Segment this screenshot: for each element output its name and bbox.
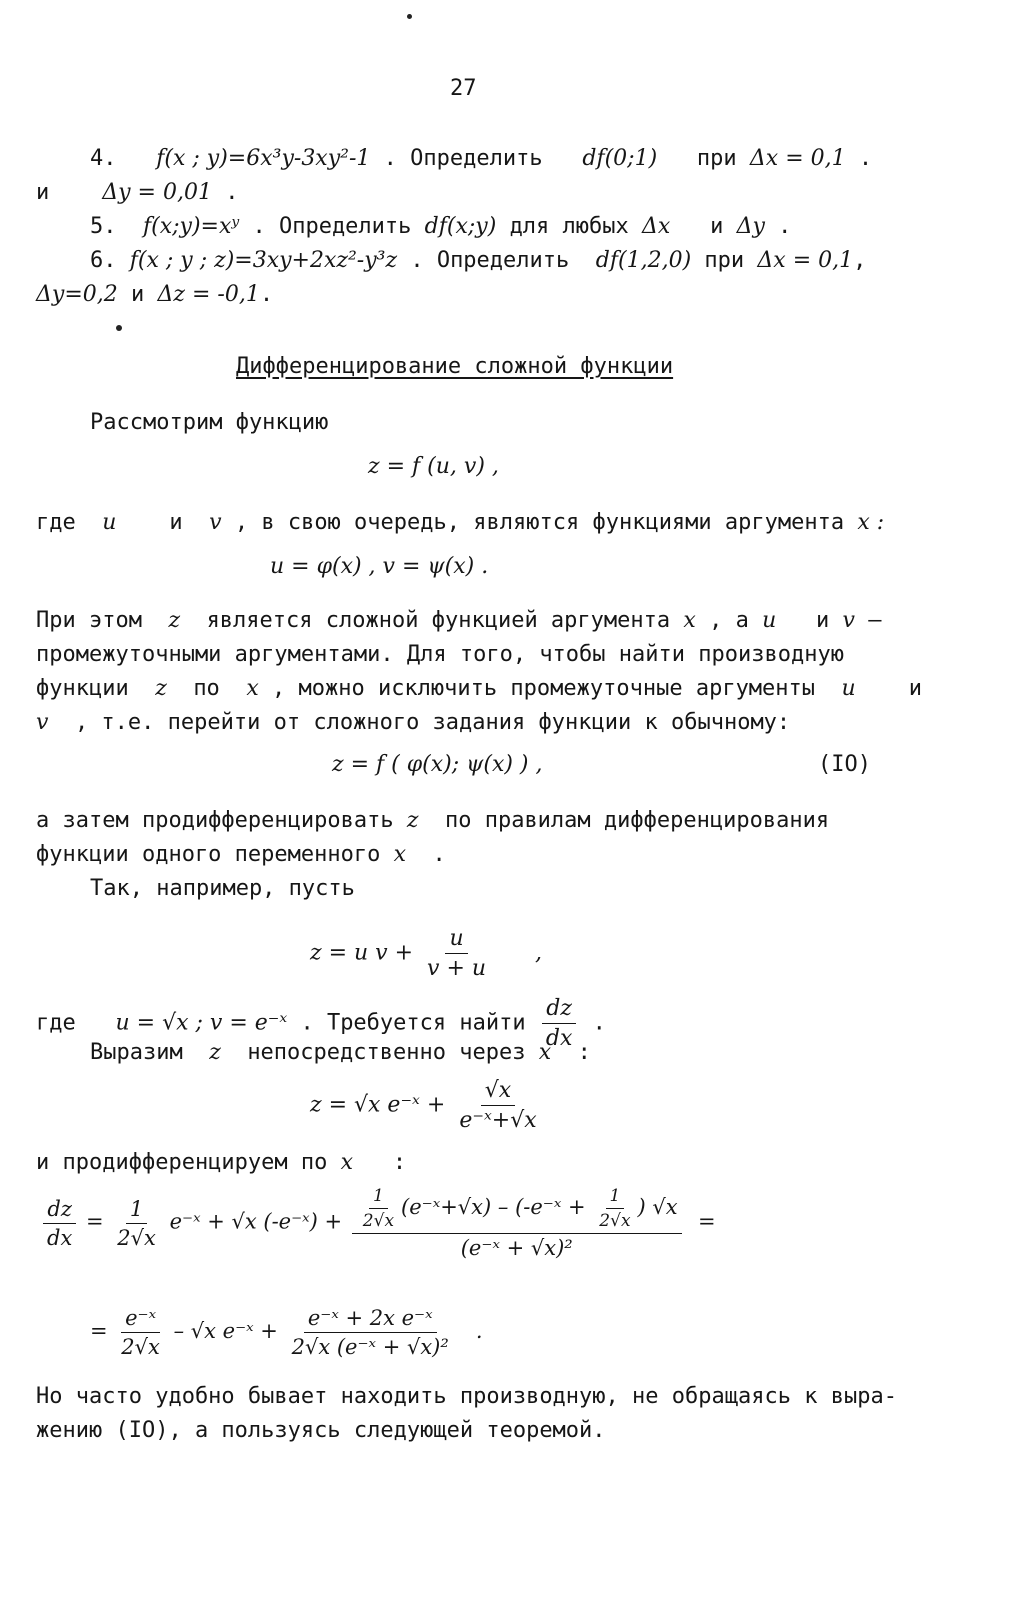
exercise-4-formula: f(x ; y)=6x³y-3xy²-1 <box>156 146 371 171</box>
exercise-6-line-2: Δy=0,2 и Δz = -0,1. <box>36 282 274 307</box>
exercise-5-rest: для любых <box>509 214 629 239</box>
numerator: e⁻ˣ + 2x e⁻ˣ <box>304 1306 437 1333</box>
text-where: где <box>36 510 76 535</box>
denominator: v + u <box>427 956 487 981</box>
text: . Требуется найти <box>300 1010 526 1036</box>
text: и <box>816 608 830 633</box>
formula-10-number: (IO) <box>818 752 871 777</box>
speck <box>407 14 412 19</box>
var-v: v <box>209 510 222 535</box>
formula-derivative <box>40 1186 716 1260</box>
fraction <box>113 1197 160 1250</box>
denominator: 2√x (e⁻ˣ + √x)² <box>291 1335 449 1359</box>
exercise-5-and: и <box>710 214 724 239</box>
paragraph-composite-line-2: промежуточными аргументами. Для того, чтобы найти производную <box>36 642 844 667</box>
numerator <box>352 1186 682 1234</box>
formula-part: (e⁻ˣ+√x) – (-e⁻ˣ + <box>401 1195 586 1219</box>
var-x: x <box>538 1040 552 1065</box>
exercise-5-dy: Δy <box>736 214 765 239</box>
text-functions-of: , в свою очередь, являются функциями аргумента <box>234 510 845 535</box>
var-u: u <box>841 676 856 701</box>
var-u: u <box>102 510 117 535</box>
var-z: z <box>209 1040 221 1065</box>
text: непосредственно через <box>247 1040 526 1065</box>
denominator: 2√x <box>121 1335 160 1359</box>
paragraph-theorem-line-1: Но часто удобно бывает находить производную, не обращаясь к выра- <box>36 1384 897 1409</box>
text: и <box>908 676 922 701</box>
speck <box>116 325 122 331</box>
paragraph-composite-line-1 <box>36 608 881 633</box>
text: где <box>36 1010 76 1036</box>
denominator: dx <box>47 1225 73 1250</box>
text: : <box>577 1040 591 1065</box>
var-z: z <box>168 608 181 633</box>
text: , а <box>709 608 749 633</box>
numerator: e⁻ˣ <box>121 1306 160 1333</box>
fraction-small <box>359 1186 398 1231</box>
fraction-dz-dx <box>43 1197 76 1250</box>
formula-part: z = √x e⁻ˣ + <box>310 1092 446 1118</box>
formula-u-v-of-x: u = φ(x) , v = ψ(x) . <box>270 554 489 579</box>
text: по <box>193 676 220 701</box>
text-and: и <box>169 510 183 535</box>
text: а затем продифференцировать <box>36 808 394 833</box>
var-x: x <box>393 842 407 867</box>
exercise-6-dy: Δy=0,2 <box>36 282 118 307</box>
fraction-small <box>595 1186 634 1231</box>
fraction <box>117 1306 164 1359</box>
fraction <box>455 1078 540 1133</box>
text: Выразим <box>90 1040 183 1065</box>
formula-part: ) √x <box>637 1195 678 1219</box>
dot: . <box>592 1010 606 1036</box>
paragraph-composite-line-4 <box>36 710 790 735</box>
comma: , <box>535 940 543 966</box>
numerator: 1 <box>606 1186 625 1209</box>
var-x: x <box>246 676 259 701</box>
text: по правилам дифференцирования <box>444 808 830 833</box>
paragraph-example: Так, например, пусть <box>90 876 355 901</box>
section-title: Дифференцирование сложной функции <box>236 354 674 379</box>
paragraph-then-line-2 <box>36 842 446 867</box>
exercise-6-line: 6. f(x ; y ; z)=3xy+2xz²-y³z . Определить df(1,2,0) при Δx = 0,1, <box>90 248 867 273</box>
exercise-4-line: 4. f(x ; y)=6x³y-3xy²-1 . Определить df(0;1) при Δx = 0,1 . <box>90 146 873 171</box>
formula-derivative-result <box>90 1306 483 1359</box>
numerator: dz <box>43 1197 76 1224</box>
text: функции одного переменного <box>36 842 381 867</box>
equals: = <box>85 1209 104 1234</box>
exercise-5-number: 5. <box>90 214 117 239</box>
denominator: 2√x <box>599 1211 631 1231</box>
var-x: x : <box>857 510 885 535</box>
exercise-4-dy: Δy = 0,01 <box>102 180 212 205</box>
formula-z-explicit <box>310 1078 544 1133</box>
exercise-5-dx: Δx <box>642 214 671 239</box>
paragraph-theorem-line-2: жению (IO), а пользуясь следующей теоремой. <box>36 1418 606 1443</box>
text: и продифференцируем по <box>36 1150 328 1175</box>
line-express-z <box>90 1040 591 1065</box>
exercise-6-formula: f(x ; y ; z)=3xy+2xz²-y³z <box>129 248 398 273</box>
formula-10: z = f ( φ(x); ψ(x) ) , <box>332 752 543 777</box>
text: , т.е. перейти от сложного задания функции к обычному: <box>74 710 791 735</box>
var-u: u <box>762 608 777 633</box>
formula-part: e⁻ˣ + √x (-e⁻ˣ) + <box>169 1209 343 1234</box>
text: . <box>432 842 446 867</box>
formula-part: z = u v + <box>310 940 414 966</box>
equals: = <box>90 1319 108 1343</box>
numerator: 1 <box>369 1186 388 1209</box>
exercise-6-target: df(1,2,0) <box>595 248 692 273</box>
numerator: √x <box>481 1078 515 1106</box>
exercise-6-text: . Определить <box>410 248 570 273</box>
var-x: x <box>340 1150 354 1175</box>
exercise-4-at: при <box>696 146 737 171</box>
denominator: 2√x <box>362 1211 395 1231</box>
equals: = <box>698 1209 716 1234</box>
var-z: z <box>406 808 419 833</box>
text: является сложной функцией аргумента <box>206 608 671 633</box>
exercise-4-text: . Определить <box>383 146 543 171</box>
numerator: dz <box>542 996 576 1024</box>
line-differentiate <box>36 1150 406 1175</box>
exercise-4-line-2: и Δy = 0,01 . <box>36 180 239 205</box>
exercise-6-dz: Δz = -0,1 <box>157 282 260 307</box>
paragraph-composite-line-3 <box>36 676 922 701</box>
exercise-4-number: 4. <box>90 146 117 171</box>
text: – <box>868 608 882 633</box>
fraction <box>423 926 490 981</box>
exercise-5-text: . Определить <box>252 214 412 239</box>
formula-z-f-uv: z = f (u, v) , <box>368 454 499 479</box>
exercise-5-target: df(x;y) <box>424 214 497 239</box>
paragraph-then-line-1 <box>36 808 829 833</box>
fraction <box>288 1306 453 1359</box>
text: функции <box>36 676 129 701</box>
exercise-6-dx: Δx = 0,1 <box>757 248 854 273</box>
formula-z-uv-fraction <box>310 926 542 981</box>
exercise-4-target: df(0;1) <box>582 146 658 171</box>
text: При этом <box>36 608 142 633</box>
formula-part: u = √x ; v = e⁻ˣ <box>115 1010 288 1036</box>
exercise-4-and: и <box>36 180 50 205</box>
line-where-uv <box>36 510 884 535</box>
exercise-6-number: 6. <box>90 248 117 273</box>
fraction-big <box>352 1186 682 1260</box>
var-z: z <box>155 676 167 701</box>
exercise-5-formula: f(x;y)=xʸ <box>143 214 240 239</box>
var-v: v <box>842 608 855 633</box>
exercise-6-and: и <box>131 282 145 307</box>
text: : <box>392 1150 407 1175</box>
dot: . <box>475 1319 483 1343</box>
var-x: x <box>683 608 696 633</box>
paragraph-intro: Рассмотрим функцию <box>90 410 329 435</box>
numerator: u <box>445 926 467 954</box>
denominator: e⁻ˣ+√x <box>459 1108 537 1133</box>
exercise-5-line: 5. f(x;y)=xʸ . Определить df(x;y) для любых Δx и Δy . <box>90 214 792 239</box>
denominator: (e⁻ˣ + √x)² <box>460 1236 573 1260</box>
page-number: 27 <box>450 76 477 101</box>
formula-part: – √x e⁻ˣ + <box>173 1319 278 1343</box>
exercise-4-dx: Δx = 0,1 <box>749 146 846 171</box>
var-v: v <box>36 710 49 735</box>
denominator: 2√x <box>117 1225 156 1250</box>
denominator: dx <box>545 1026 573 1051</box>
text: , можно исключить промежуточные аргументы <box>271 676 816 701</box>
numerator: 1 <box>126 1197 147 1224</box>
exercise-6-at: при <box>704 248 745 273</box>
